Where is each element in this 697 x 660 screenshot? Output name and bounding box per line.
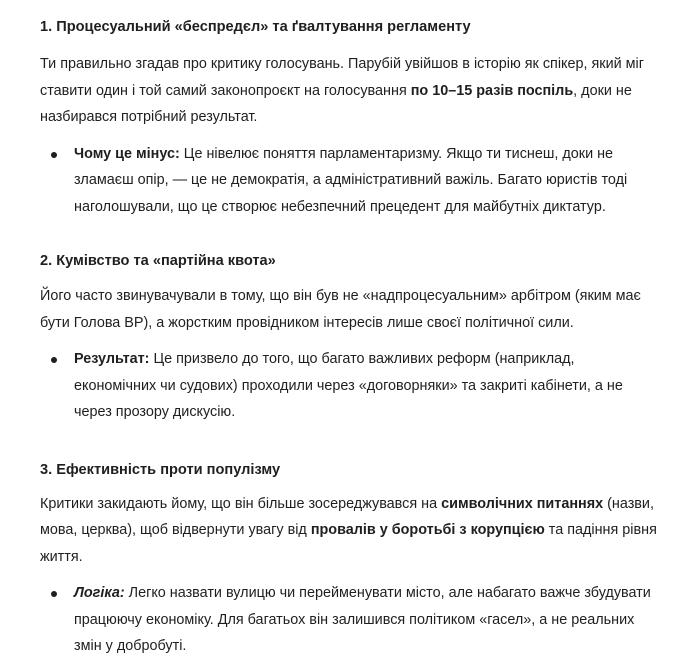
section-paragraph [40, 491, 657, 571]
list-item [40, 580, 657, 660]
paragraph-bold-text: по 10–15 разів поспіль [410, 82, 574, 99]
bullet-list [40, 141, 657, 221]
bullet-lead: Результат: [74, 351, 150, 367]
section-paragraph: Його часто звинувачували в тому, що він був не «надпроцесуальним» арбітром (яким має бути Голова ВР), а жорстким провідником інтересів лише своєї політичної сили. [40, 288, 641, 331]
section-nepotism [40, 220, 657, 426]
bullet-text: Легко назвати вулицю чи перейменувати місто, але набагато важче збудувати працюючу економіку. Для багатьох він залишився політиком «гасел», а не реальних змін у добробуті. [74, 585, 651, 654]
section-heading: 2. Кумівство та «партійна квота» [40, 253, 276, 269]
bullet-lead: Логіка: [74, 585, 125, 601]
paragraph-bold-text: символічних питаннях [441, 495, 604, 512]
section-paragraph [40, 51, 657, 131]
section-heading: 1. Процесуальний «беспредєл» та ґвалтування регламенту [40, 19, 471, 35]
bullet-list [40, 346, 657, 426]
list-item [40, 141, 657, 221]
bullet-lead: Чому це мінус: [74, 145, 180, 162]
bullet-text: Це призвело до того, що багато важливих реформ (наприклад, економічних чи судових) проходили через «договорняки» та закриті кабінети, а не через прозору дискусію. [74, 351, 623, 420]
paragraph-text: Критики закидають йому, що він більше зосереджувався на [40, 495, 442, 512]
bullet-list [40, 580, 657, 660]
paragraph-text: та падіння рівня життя. [40, 522, 657, 565]
section-efficiency [40, 426, 657, 660]
bullet-text: Це нівелює поняття парламентаризму. Якщо ти тиснеш, доки не зламаєш опір, — це не демократія, а адміністративний важіль. Багато юристів тоді наголошували, що це створює небезпечний прецедент для майбутніх диктатур. [74, 145, 628, 215]
paragraph-bold-text: провалів у боротьбі з корупцією [310, 522, 545, 538]
section-procedural [40, 0, 657, 220]
section-heading: 3. Ефективність проти популізму [40, 461, 281, 478]
paragraph-text: Ти правильно згадав про критику голосувань. Парубій увійшов в історію як спікер, який міг ставити один і той самий законопроєкт на голосування [40, 56, 644, 99]
paragraph-text: (назви, мова, церква), щоб відвернути увагу від [40, 495, 654, 538]
paragraph-text: , доки не назбирався потрібний результат. [40, 82, 632, 125]
list-item [40, 346, 657, 426]
